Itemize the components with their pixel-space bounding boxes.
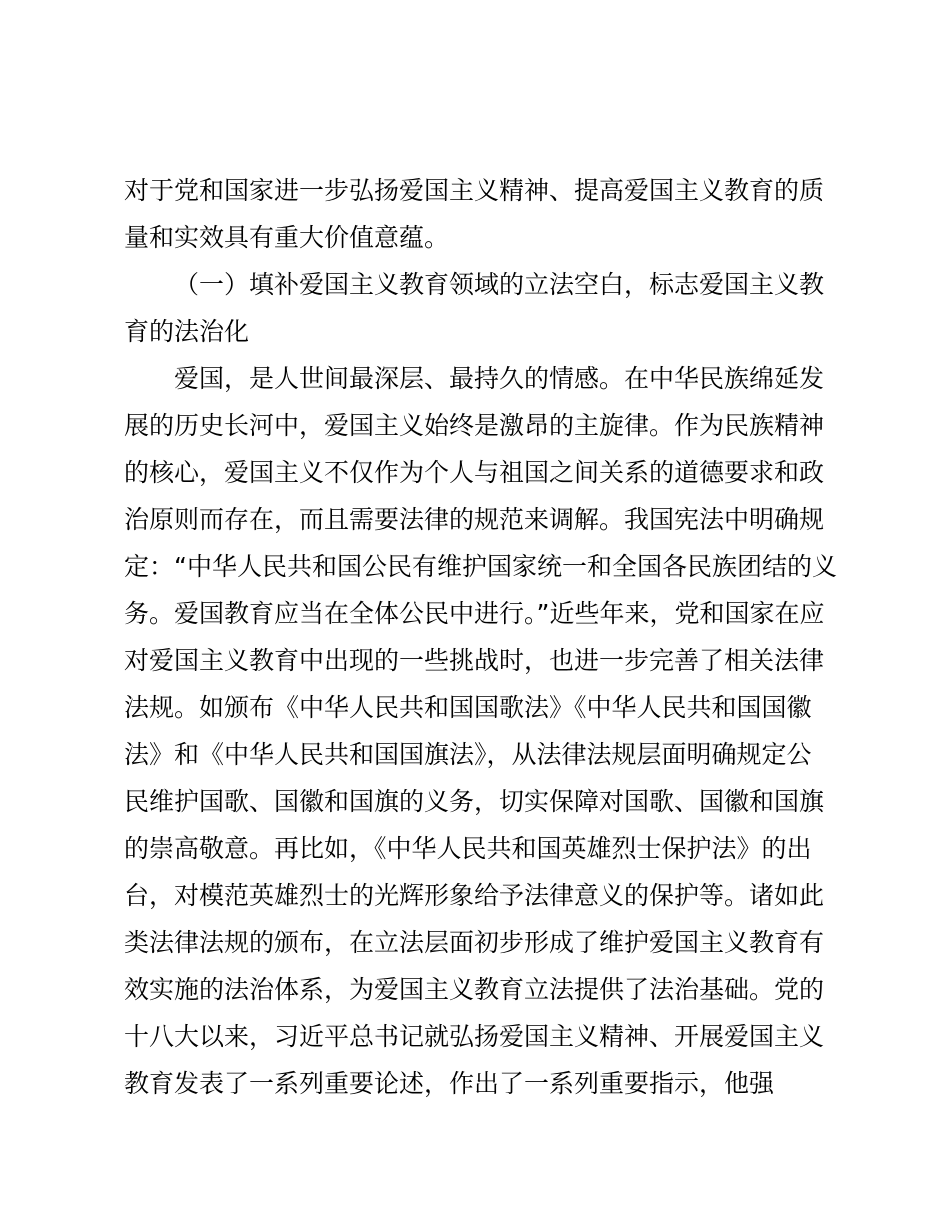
text-line: 务。爱国教育应当在全体公民中进行。”近些年来，党和国家在应 bbox=[124, 599, 825, 628]
text-line: 法规。如颁布《中华人民共和国国歌法》《中华人民共和国国徽 bbox=[124, 693, 812, 722]
text-line: 类法律法规的颁布，在立法层面初步形成了维护爱国主义教育有 bbox=[124, 928, 825, 957]
document-body bbox=[124, 167, 836, 1107]
text-line: 爱国，是人世间最深层、最持久的情感。在中华民族绵延发 bbox=[174, 364, 825, 393]
text-line: 民维护国歌、国徽和国旗的义务，切实保障对国歌、国徽和国旗 bbox=[124, 787, 825, 816]
intro-paragraph bbox=[124, 167, 836, 261]
section-heading bbox=[124, 261, 836, 355]
heading-line: （一）填补爱国主义教育领域的立法空白，标志爱国主义教 bbox=[174, 270, 825, 299]
text-line: 法》和《中华人民共和国国旗法》，从法律法规层面明确规定公 bbox=[124, 740, 812, 769]
text-line: 对于党和国家进一步弘扬爱国主义精神、提高爱国主义教育的质 bbox=[124, 176, 825, 205]
heading-line: 育的法治化 bbox=[124, 317, 250, 346]
text-line: 对爱国主义教育中出现的一些挑战时，也进一步完善了相关法律 bbox=[124, 646, 825, 675]
text-line: 十八大以来，习近平总书记就弘扬爱国主义精神、开展爱国主义 bbox=[124, 1022, 825, 1051]
text-line: 量和实效具有重大价值意蕴。 bbox=[124, 223, 450, 252]
body-paragraph bbox=[124, 355, 836, 1107]
text-line: 展的历史长河中，爱国主义始终是激昂的主旋律。作为民族精神 bbox=[124, 411, 825, 440]
text-line: 的核心，爱国主义不仅作为个人与祖国之间关系的道德要求和政 bbox=[124, 458, 825, 487]
text-line: 台，对模范英雄烈士的光辉形象给予法律意义的保护等。诸如此 bbox=[124, 881, 825, 910]
text-line: 治原则而存在，而且需要法律的规范来调解。我国宪法中明确规 bbox=[124, 505, 825, 534]
text-line: 效实施的法治体系，为爱国主义教育立法提供了法治基础。党的 bbox=[124, 975, 825, 1004]
text-line: 的崇高敬意。再比如，《中华人民共和国英雄烈士保护法》的出 bbox=[124, 834, 812, 863]
text-line: 教育发表了一系列重要论述，作出了一系列重要指示，他强 bbox=[124, 1069, 775, 1098]
text-line: 定：“中华人民共和国公民有维护国家统一和全国各民族团结的义 bbox=[124, 552, 837, 581]
